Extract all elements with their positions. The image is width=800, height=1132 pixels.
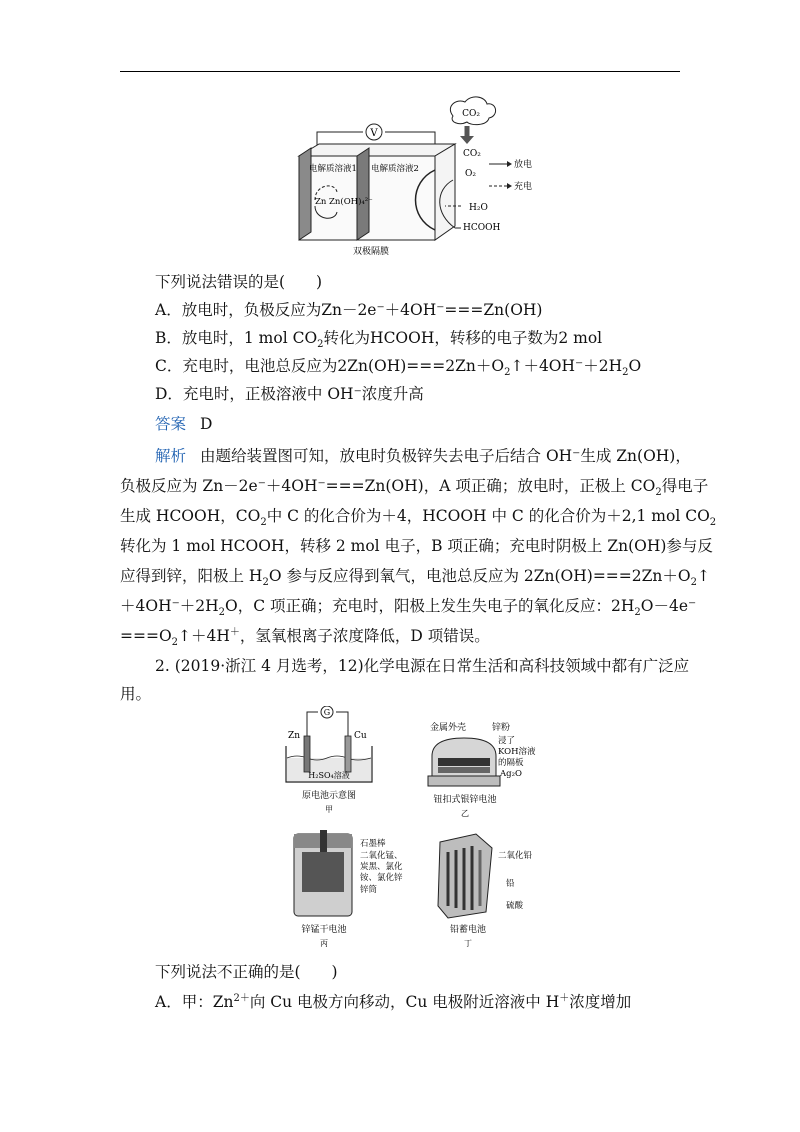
galvanometer-label: G [323, 708, 331, 717]
analysis-line-3: 生成 HCOOH，$CO_2$中 C 的化合价为＋4，HCOOH 中 C 的化合价为＋2,1 mol $CO_2$ [120, 507, 717, 529]
ag2o-label: Ag₂O [500, 769, 522, 779]
zinc-powder-label: 锌粉 [492, 723, 511, 733]
q1-option-a: A．放电时，负极反应为Zn－2e⁻＋4OH⁻===Zn(OH) [155, 301, 543, 319]
solution-label: H₂SO₄溶液 [308, 771, 350, 780]
membrane-label: 双极隔膜 [353, 247, 390, 257]
zn-electrode-label: Zn [288, 731, 301, 741]
soaked-label-1: 浸了 [498, 736, 516, 746]
q2-option-a: A．甲：$Zn^{2+}$向 Cu 电极方向移动，Cu 电极附近溶液中 H＋浓度增加 [155, 992, 632, 1011]
figure-four-batteries [280, 706, 565, 956]
header-rule [120, 71, 680, 72]
cu-rod [345, 736, 351, 772]
voltmeter-label: V [370, 128, 378, 139]
graphite-label: 石墨棒 [360, 839, 386, 849]
mno2-label-3: 铵、氯化锌 [360, 873, 403, 883]
q2-stem-line-2: 用。 [120, 685, 152, 703]
zinc-can-label: 锌筒 [360, 885, 378, 895]
analysis-line-7: $===O_2↑+4H^+$，氢氧根离子浓度降低，D 项错误。 [120, 626, 490, 649]
legend-discharge: 放电 [514, 160, 533, 170]
q1-answer [155, 414, 212, 434]
metal-shell-label: 金属外壳 [430, 723, 467, 733]
q1-stem: 下列说法错误的是( ) [155, 273, 323, 291]
q2-stem-line-1: 2. (2019·浙江 4 月选考，12)化学电源在日常生活和高科技领域中都有广泛应 [155, 657, 690, 675]
o2-label: O₂ [465, 169, 476, 179]
bing-label: 丙 [320, 939, 328, 948]
down-arrow-icon [460, 136, 474, 144]
answer-label: 答案 [155, 415, 187, 433]
ding-title: 铅蓄电池 [449, 925, 487, 935]
figure-zn-co2-battery [285, 94, 545, 262]
jia-title: 原电池示意图 [301, 791, 357, 801]
q1-option-d: D．充电时，正极溶液中 OH⁻浓度升高 [155, 385, 424, 403]
legend-charge: 充电 [514, 182, 533, 192]
zn-rod [304, 736, 310, 772]
bing-title: 锌锰干电池 [301, 925, 347, 935]
analysis-line-4: 转化为 1 mol HCOOH，转移 2 mol 电子，B 项正确；充电时阴极上 Zn(OH)参与反 [120, 537, 713, 555]
analysis-line-1: 解析 由题给装置图可知，放电时负极锌失去电子后结合 OH⁻生成 Zn(OH)， [155, 447, 691, 465]
zn-electrode [299, 148, 311, 240]
mno2-label-2: 炭黑、氯化 [360, 862, 403, 872]
analysis-line-6: $+4OH^-+2H_2O$，C 项正确；充电时，阳极上发生失电子的氧化反应：$2H_2O-4e^-$ [120, 597, 697, 619]
zn-label: Zn [315, 197, 327, 207]
analysis-line-2: 负极反应为 Zn－2e⁻＋4OH⁻===Zn(OH)，A 项正确；放电时，正极上 $CO_2$得电子 [120, 477, 709, 499]
h2so4-label: 硫酸 [506, 901, 524, 911]
znoh-label: Zn(OH)₄²⁻ [329, 197, 373, 207]
hcooh-label: HCOOH [463, 223, 501, 233]
q2-stem-2: 下列说法不正确的是( ) [155, 963, 338, 981]
analysis-line-5: 应得到锌，阳极上 $H_2O$ 参与反应得到氧气，电池总反应为 $2Zn(OH)===2Zn+O_2↑$ [120, 567, 710, 589]
pbo2-label: 二氧化铅 [498, 851, 533, 861]
pb-label: 铅 [506, 879, 515, 889]
soaked-label-2: KOH溶液 [498, 747, 536, 757]
soaked-label-3: 的隔板 [498, 758, 524, 768]
cu-electrode-label: Cu [354, 731, 367, 741]
q1-option-c: C．充电时，电池总反应为$2Zn(OH)===2Zn+O_2↑+4OH^-+2H_2O$ [155, 357, 642, 379]
jia-label: 甲 [325, 805, 333, 814]
yi-title: 钮扣式银锌电池 [433, 795, 497, 805]
q1-option-b: B．放电时，1 mol $CO_2$转化为HCOOH，转移的电子数为2 mol [155, 329, 603, 351]
electrolyte2-label: 电解质溶液2 [371, 164, 419, 174]
mno2-label-1: 二氧化锰、 [360, 851, 403, 861]
electrolyte1-label: 电解质溶液1 [309, 164, 357, 174]
yi-label: 乙 [461, 809, 469, 818]
ding-label: 丁 [464, 939, 472, 948]
co2-label: CO₂ [463, 149, 481, 159]
co2-cloud-label: CO₂ [462, 109, 480, 119]
h2o-label: H₂O [469, 203, 488, 213]
bipolar-membrane [357, 148, 369, 240]
answer-value: D [200, 415, 213, 433]
analysis-label: 解析 [155, 447, 187, 465]
